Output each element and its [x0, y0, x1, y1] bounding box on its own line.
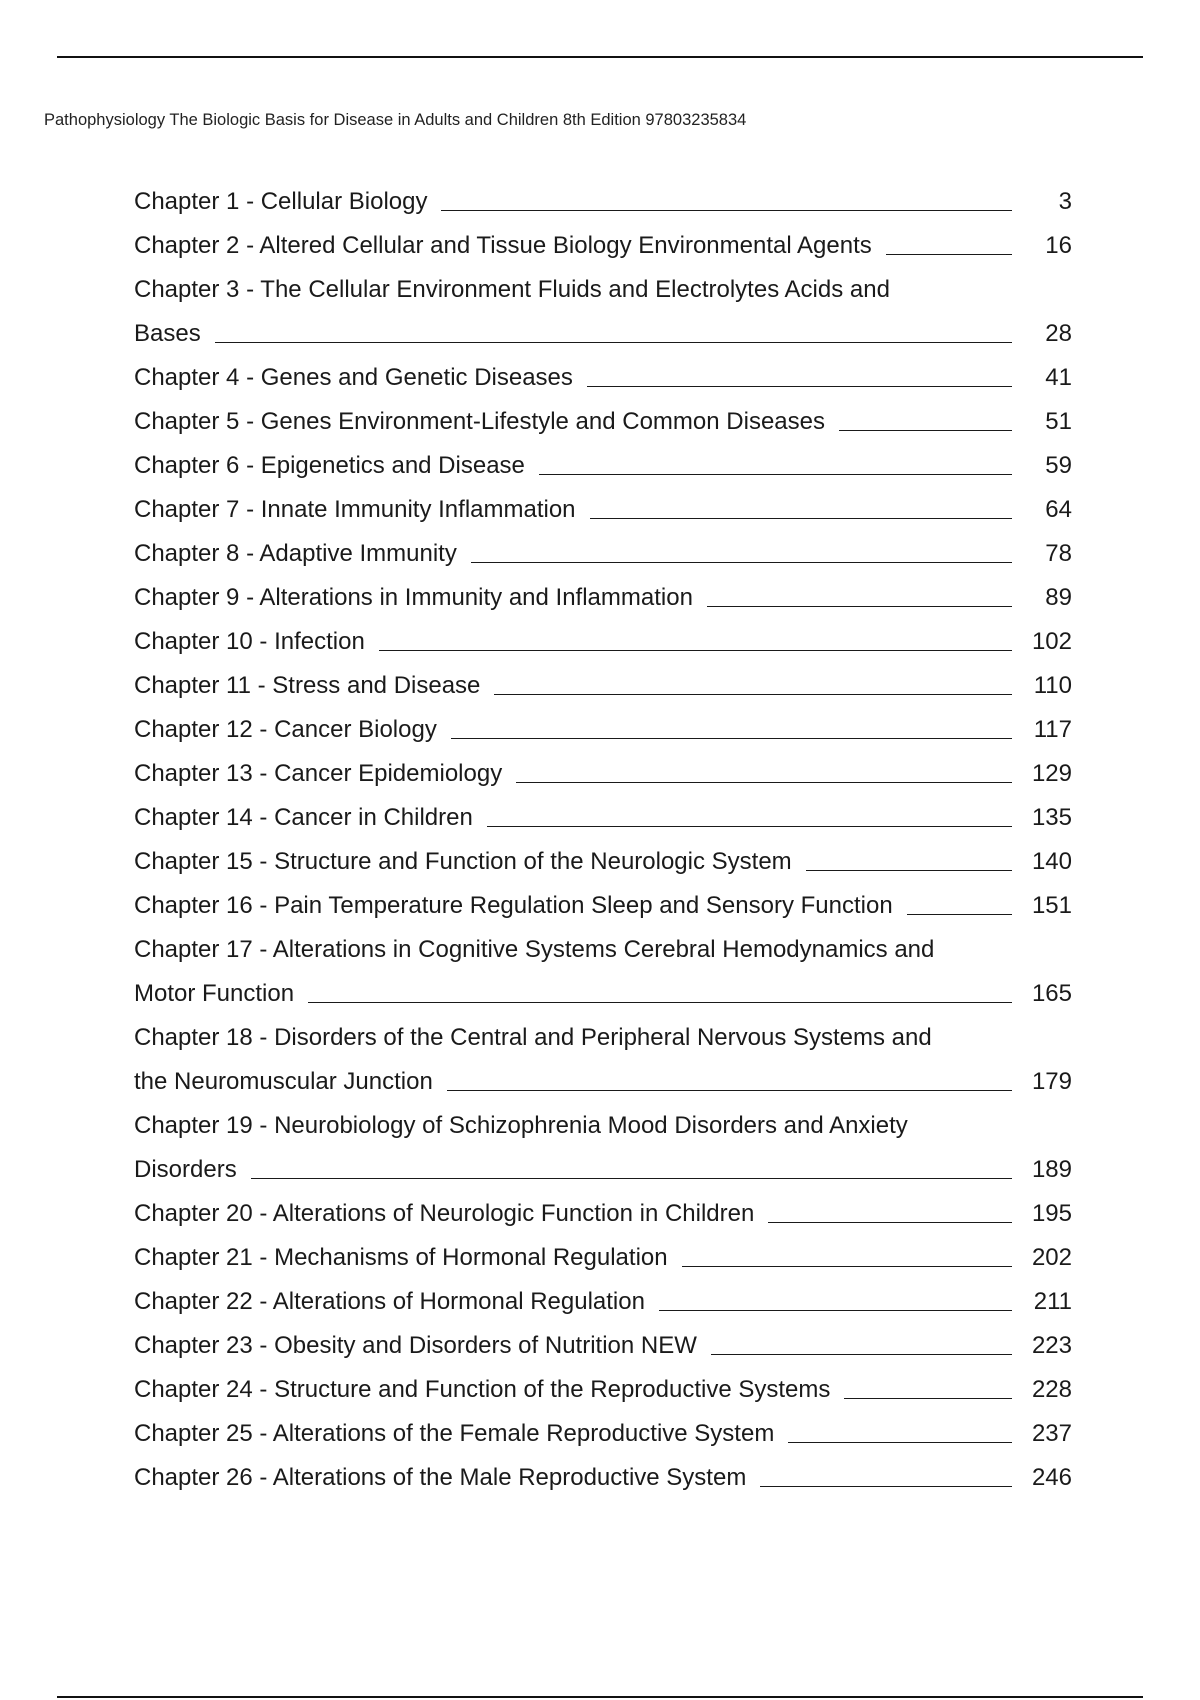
toc-entry-title: Chapter 23 - Obesity and Disorders of Nutrition NEW [134, 1332, 697, 1359]
toc-page-number: 202 [1031, 1244, 1072, 1271]
toc-entry[interactable] [134, 1412, 1072, 1456]
toc-entry-line [134, 796, 1072, 840]
toc-page-number: 28 [1045, 320, 1072, 347]
toc-entry[interactable] [134, 444, 1072, 488]
toc-page-number: 246 [1031, 1464, 1072, 1491]
toc-entry[interactable] [134, 884, 1072, 928]
toc-entry-line [134, 576, 1072, 620]
toc-entry-line [134, 488, 1072, 532]
toc-leader-line [768, 1222, 1012, 1223]
toc-page-number: 195 [1031, 1200, 1072, 1227]
top-rule [57, 56, 1143, 58]
toc-entry-line [134, 1192, 1072, 1236]
toc-entry-line [134, 356, 1072, 400]
toc-entry-title: Chapter 10 - Infection [134, 628, 365, 655]
toc-entry-title: Chapter 8 - Adaptive Immunity [134, 540, 457, 567]
toc-page-number: 129 [1031, 760, 1072, 787]
toc-page-number: 78 [1045, 540, 1072, 567]
toc-entry-title: Chapter 1 - Cellular Biology [134, 188, 428, 215]
toc-leader-line [215, 342, 1012, 343]
bottom-rule [57, 1696, 1143, 1698]
toc-entry-line [134, 1148, 1072, 1192]
toc-leader-line [487, 826, 1012, 827]
toc-entry[interactable] [134, 1016, 1072, 1104]
toc-page-number: 151 [1031, 892, 1072, 919]
toc-entry-line [134, 180, 1072, 224]
toc-entry-title: Chapter 26 - Alterations of the Male Reproductive System [134, 1464, 747, 1491]
toc-entry-title: Chapter 20 - Alterations of Neurologic Function in Children [134, 1200, 755, 1227]
toc-entry[interactable] [134, 224, 1072, 268]
toc-page-number: 59 [1045, 452, 1072, 479]
toc-entry-line [134, 312, 1072, 356]
toc-entry-title: Chapter 5 - Genes Environment-Lifestyle and Common Diseases [134, 408, 825, 435]
toc-entry-line [134, 708, 1072, 752]
toc-page-number: 117 [1033, 716, 1072, 743]
toc-leader-line [760, 1486, 1012, 1487]
toc-entry-line [134, 884, 1072, 928]
toc-leader-line [539, 474, 1012, 475]
toc-entry-line [134, 1412, 1072, 1456]
toc-entry-line [134, 972, 1072, 1016]
toc-page-number: 211 [1033, 1288, 1072, 1315]
toc-leader-line [308, 1002, 1012, 1003]
toc-page-number: 140 [1031, 848, 1072, 875]
toc-entry[interactable] [134, 268, 1072, 356]
toc-entry[interactable] [134, 180, 1072, 224]
toc-entry-title-line1: Chapter 3 - The Cellular Environment Fluids and Electrolytes Acids and [134, 276, 890, 303]
toc-entry[interactable] [134, 1280, 1072, 1324]
toc-entry[interactable] [134, 840, 1072, 884]
toc-entry-line [134, 752, 1072, 796]
toc-entry-line [134, 1368, 1072, 1412]
toc-entry-title: Chapter 11 - Stress and Disease [134, 672, 481, 699]
toc-leader-line [516, 782, 1012, 783]
toc-entry[interactable] [134, 620, 1072, 664]
toc-page-number: 237 [1031, 1420, 1072, 1447]
toc-entry-line [134, 1456, 1072, 1500]
toc-leader-line [806, 870, 1012, 871]
toc-leader-line [451, 738, 1012, 739]
toc-entry-title: Chapter 24 - Structure and Function of the Reproductive Systems [134, 1376, 831, 1403]
toc-entry[interactable] [134, 1104, 1072, 1192]
toc-entry-title: Chapter 6 - Epigenetics and Disease [134, 452, 525, 479]
toc-leader-line [659, 1310, 1012, 1311]
toc-entry-title: Motor Function [134, 980, 295, 1007]
toc-entry-line [134, 1324, 1072, 1368]
toc-entry-title: Chapter 2 - Altered Cellular and Tissue Biology Environmental Agents [134, 232, 872, 259]
toc-entry[interactable] [134, 752, 1072, 796]
toc-page-number: 179 [1031, 1068, 1072, 1095]
toc-entry-line [134, 532, 1072, 576]
toc-entry[interactable] [134, 1456, 1072, 1500]
toc-entry-title: Chapter 25 - Alterations of the Female Reproductive System [134, 1420, 775, 1447]
toc-entry-title: Chapter 9 - Alterations in Immunity and Inflammation [134, 584, 693, 611]
toc-entry-title: Chapter 12 - Cancer Biology [134, 716, 437, 743]
toc-entry-title: Disorders [134, 1156, 237, 1183]
toc-entry[interactable] [134, 664, 1072, 708]
toc-entry-title: the Neuromuscular Junction [134, 1068, 433, 1095]
toc-entry-line [134, 224, 1072, 268]
toc-entry-title: Chapter 4 - Genes and Genetic Diseases [134, 364, 573, 391]
toc-entry-line [134, 1060, 1072, 1104]
toc-entry-line [134, 1280, 1072, 1324]
document-header: Pathophysiology The Biologic Basis for Disease in Adults and Children 8th Edition 97803235834 [44, 111, 747, 129]
toc-entry-title-line1: Chapter 18 - Disorders of the Central and Peripheral Nervous Systems and [134, 1024, 932, 1051]
toc-entry-line [134, 400, 1072, 444]
toc-entry-title: Chapter 13 - Cancer Epidemiology [134, 760, 503, 787]
toc-entry[interactable] [134, 928, 1072, 1016]
toc-leader-line [839, 430, 1012, 431]
toc-entry-title: Bases [134, 320, 201, 347]
toc-entry[interactable] [134, 356, 1072, 400]
toc-entry[interactable] [134, 576, 1072, 620]
toc-leader-line [587, 386, 1012, 387]
toc-leader-line [907, 914, 1012, 915]
toc-leader-line [471, 562, 1012, 563]
toc-entry[interactable] [134, 400, 1072, 444]
toc-page-number: 3 [1058, 188, 1072, 215]
toc-entry[interactable] [134, 532, 1072, 576]
toc-leader-line [682, 1266, 1012, 1267]
toc-leader-line [441, 210, 1012, 211]
toc-entry-title: Chapter 22 - Alterations of Hormonal Regulation [134, 1288, 645, 1315]
toc-page-number: 16 [1045, 232, 1072, 259]
toc-entry-line [134, 664, 1072, 708]
toc-leader-line [788, 1442, 1012, 1443]
toc-entry-line [134, 840, 1072, 884]
toc-entry-line [134, 1236, 1072, 1280]
toc-entry[interactable] [134, 1192, 1072, 1236]
toc-page-number: 102 [1031, 628, 1072, 655]
toc-entry-title: Chapter 14 - Cancer in Children [134, 804, 473, 831]
toc-leader-line [447, 1090, 1012, 1091]
toc-entry-line [134, 444, 1072, 488]
toc-leader-line [707, 606, 1012, 607]
toc-page-number: 228 [1031, 1376, 1072, 1403]
toc-entry[interactable] [134, 1324, 1072, 1368]
toc-entry[interactable] [134, 708, 1072, 752]
toc-entry-title: Chapter 16 - Pain Temperature Regulation Sleep and Sensory Function [134, 892, 893, 919]
toc-entry[interactable] [134, 488, 1072, 532]
toc-entry-title: Chapter 7 - Innate Immunity Inflammation [134, 496, 576, 523]
toc-leader-line [379, 650, 1012, 651]
table-of-contents [134, 180, 1072, 1500]
toc-page-number: 51 [1045, 408, 1072, 435]
toc-page-number: 189 [1031, 1156, 1072, 1183]
toc-entry-title-line1: Chapter 17 - Alterations in Cognitive Systems Cerebral Hemodynamics and [134, 936, 935, 963]
toc-page-number: 64 [1045, 496, 1072, 523]
toc-leader-line [251, 1178, 1012, 1179]
toc-page-number: 89 [1045, 584, 1072, 611]
toc-page-number: 41 [1045, 364, 1072, 391]
toc-leader-line [494, 694, 1012, 695]
toc-leader-line [886, 254, 1012, 255]
toc-page-number: 110 [1033, 672, 1072, 699]
toc-entry[interactable] [134, 1236, 1072, 1280]
toc-page-number: 223 [1031, 1332, 1072, 1359]
toc-entry-line [134, 620, 1072, 664]
toc-leader-line [590, 518, 1012, 519]
toc-entry-title: Chapter 15 - Structure and Function of the Neurologic System [134, 848, 792, 875]
toc-leader-line [711, 1354, 1012, 1355]
toc-entry[interactable] [134, 796, 1072, 840]
toc-page-number: 165 [1031, 980, 1072, 1007]
toc-entry[interactable] [134, 1368, 1072, 1412]
toc-entry-title: Chapter 21 - Mechanisms of Hormonal Regulation [134, 1244, 668, 1271]
toc-leader-line [844, 1398, 1012, 1399]
toc-page-number: 135 [1031, 804, 1072, 831]
toc-entry-title-line1: Chapter 19 - Neurobiology of Schizophrenia Mood Disorders and Anxiety [134, 1112, 908, 1139]
